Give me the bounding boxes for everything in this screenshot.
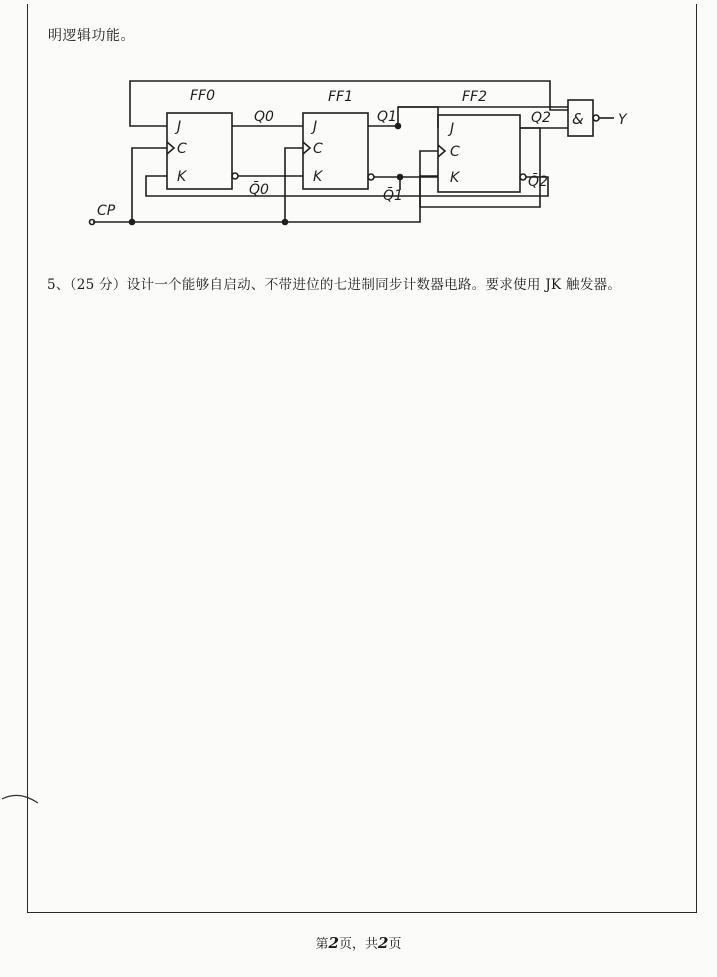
binding-margin-mark [0,793,50,813]
junction-dot [130,220,135,225]
ff1-clock-triangle [303,142,310,154]
q2bar-label: Q̄2 [528,174,548,190]
clock-input-terminal [90,220,95,225]
junction-dot [398,175,403,180]
ff2-k-label: K [450,170,460,186]
ff0-label: FF0 [190,88,216,104]
question-number: 5、 [47,277,70,293]
q2bar-wire [146,176,548,196]
and-gate-label: & [572,110,584,128]
ff0-k-label: K [177,169,187,185]
footer-page-number: 2 [328,934,339,952]
q1bar-label: Q̄1 [383,188,403,204]
output-y-label: Y [618,112,627,128]
ff0-c-label: C [177,141,187,157]
ff0-qbar-bubble [232,173,238,179]
footer-total-pages: 2 [378,934,389,952]
clock-ff1 [285,148,303,222]
ff1-k-label: K [313,169,323,185]
question-text: 设计一个能够自启动、不带进位的七进制同步计数器电路。要求使用 JK 触发器。 [126,277,622,293]
ff2-clock-triangle [438,145,445,157]
clock-label: CP [97,203,116,219]
ff1-c-label: C [313,141,323,157]
ff2-c-label: C [450,144,460,160]
page-footer: 第2页，共2页 [315,934,402,952]
ff1-label: FF1 [328,89,354,105]
ff1-qbar-bubble [368,174,374,180]
ff2-j-label: J [450,121,455,137]
clock-ff0 [132,148,167,222]
continuation-text: 明逻辑功能。 [48,28,135,44]
ff2-label: FF2 [462,89,488,105]
q0-label: Q0 [254,109,274,125]
ff1-j-label: J [313,119,318,135]
question-points: （25 分） [69,277,127,293]
jk-flip-flop-circuit-diagram [85,80,645,230]
q1-label: Q1 [377,109,397,125]
and-gate-bubble [593,115,599,121]
question-5 [47,273,621,293]
q2-label: Q2 [531,110,551,126]
ff0-j-label: J [177,119,182,135]
ff0-clock-triangle [167,142,174,154]
junction-dot [283,220,288,225]
q0bar-label: Q̄0 [249,182,269,198]
ff2-qbar-bubble [520,174,526,180]
